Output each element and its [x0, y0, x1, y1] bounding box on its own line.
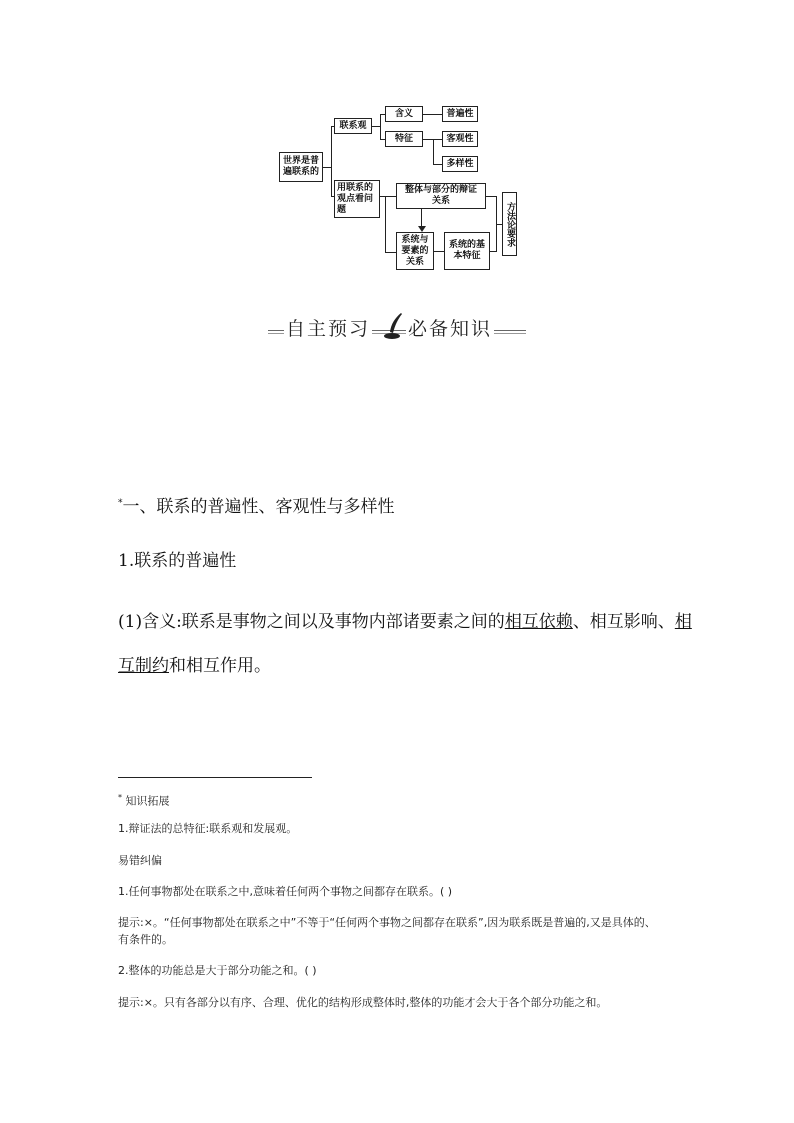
footnote-star: * — [118, 793, 122, 802]
diagram-apply-label: 用联系的观点看问题 — [337, 182, 374, 215]
diagram-f1-label: 普遍性 — [446, 108, 474, 119]
underlined-term: 相互制约 — [118, 612, 692, 676]
connector — [380, 114, 381, 140]
underlined-term: 相互依赖 — [504, 612, 573, 632]
footnote-rule — [118, 777, 312, 778]
diagram-meaning-label: 含义 — [394, 108, 413, 119]
section-heading — [118, 492, 395, 517]
diagram-method-label: 方法论要求 — [505, 201, 515, 247]
diagram-whole-part-box — [396, 183, 486, 209]
footnote-title — [118, 789, 658, 810]
diagram-system-element-label: 系统与要素的关系 — [401, 234, 429, 267]
diagram-f3-box — [442, 156, 478, 172]
diagram-f2-box — [442, 131, 478, 147]
connector — [372, 126, 380, 127]
subsection-heading: 1.联系的普遍性 — [118, 551, 237, 571]
diagram-system-element-box — [396, 232, 434, 270]
diagram-root-label: 世界是普遍联系的 — [282, 156, 319, 177]
connector — [385, 196, 386, 253]
connector — [323, 167, 331, 168]
paragraph-prefix: (1)含义:联系是事物之间以及事物内部诸要素之间的 — [118, 612, 505, 632]
diagram-whole-part-label: 整体与部分的辩证关系 — [404, 185, 477, 206]
diagram-apply-box — [334, 180, 380, 218]
connector — [423, 114, 442, 115]
diagram-view-box — [334, 118, 372, 134]
connector — [331, 126, 332, 197]
banner-right-text: 必备知识 — [406, 314, 494, 341]
banner-left-text: 自主预习 — [284, 314, 372, 341]
connector — [385, 196, 396, 197]
connector — [433, 139, 434, 165]
diagram-system-feature-label: 系统的基本特征 — [448, 240, 485, 261]
connector — [385, 252, 396, 253]
pen-icon — [383, 312, 405, 340]
footnote-marker: * — [118, 498, 123, 509]
connector — [486, 196, 496, 197]
footnote-answer: 提示:×。“任何事物都处在联系之中”不等于“任何两个事物之间都存在联系”,因为联系既是普遍的,又是具体的、有条件的。 — [118, 916, 656, 946]
footnote-title-text: 知识拓展 — [125, 794, 170, 808]
connector — [433, 139, 442, 140]
section-banner — [268, 312, 526, 342]
paragraph-middle: 、相互影响、 — [572, 612, 675, 632]
paragraph-suffix: 和相互作用。 — [169, 656, 271, 676]
diagram-f1-box — [442, 106, 478, 122]
paragraph — [118, 600, 698, 688]
connector — [433, 164, 442, 165]
footnote-answer: 提示:×。只有各部分以有序、合理、优化的结构形成整体时,整体的功能才会大于各个部分功能之和。 — [118, 996, 608, 1009]
diagram-system-feature-box — [444, 232, 490, 270]
footnote-line: 1.辩证法的总特征:联系观和发展观。 — [118, 822, 298, 835]
diagram-view-label: 联系观 — [339, 120, 367, 131]
diagram-root-box — [279, 152, 323, 182]
footnote-question: 1.任何事物都处在联系之中,意味着任何两个事物之间都存在联系。( ) — [118, 885, 453, 898]
footnote-subtitle: 易错纠偏 — [118, 854, 162, 867]
footnote-question: 2.整体的功能总是大于部分功能之和。( ) — [118, 964, 317, 977]
diagram-meaning-box — [385, 106, 423, 122]
diagram-method-box — [502, 192, 517, 256]
section-heading-text: 一、联系的普遍性、客观性与多样性 — [122, 497, 395, 517]
diagram-feature-box — [385, 131, 423, 147]
diagram-f2-label: 客观性 — [446, 133, 474, 144]
connector — [423, 139, 433, 140]
diagram-f3-label: 多样性 — [446, 158, 474, 169]
diagram-feature-label: 特征 — [394, 133, 413, 144]
connector — [434, 251, 444, 252]
